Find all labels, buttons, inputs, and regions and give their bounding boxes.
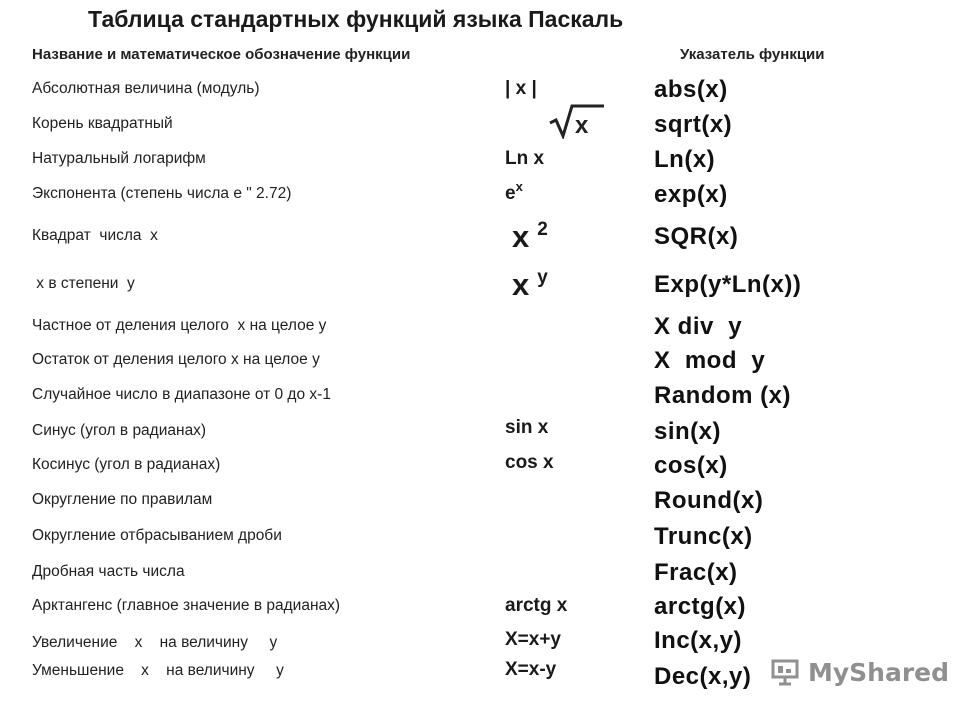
math-base: x <box>512 267 530 302</box>
row-description: Округление отбрасыванием дроби <box>32 527 282 544</box>
row-description: Арктангенс (главное значение в радианах) <box>32 597 341 614</box>
row-description: Частное от деления целого х на целое у <box>32 317 327 334</box>
row-description: Квадрат числа х <box>32 227 158 244</box>
row-function-name: Trunc(x) <box>654 523 753 550</box>
row-function-name: Inc(x,y) <box>654 627 743 654</box>
row-description: Косинус (угол в радианах) <box>32 456 221 473</box>
table-row <box>0 219 960 254</box>
row-function-name: abs(x) <box>654 76 728 103</box>
math-superscript: 2 <box>537 219 548 240</box>
row-function-name: Round(x) <box>654 487 764 514</box>
row-description: Экспонента (степень числа е " 2.72) <box>32 185 292 202</box>
row-function-name: arctg(x) <box>654 593 747 620</box>
column-header-name: Название и математическое обозначение функции <box>32 46 411 63</box>
table-row <box>0 347 960 374</box>
table-row <box>0 593 960 620</box>
math-base: e <box>505 183 516 204</box>
row-function-name: sin(x) <box>654 418 722 445</box>
table-row <box>0 382 960 409</box>
row-function-name: X div y <box>654 313 743 340</box>
math-superscript: y <box>537 267 548 288</box>
row-function-name: Random (x) <box>654 382 791 409</box>
row-description: Абсолютная величина (модуль) <box>32 80 260 97</box>
row-function-name: sqrt(x) <box>654 111 733 138</box>
row-math-notation: X=x-y <box>505 659 557 680</box>
row-function-name: exp(x) <box>654 181 728 208</box>
row-function-name: SQR(x) <box>654 223 739 250</box>
column-header-pointer: Указатель функции <box>680 46 825 63</box>
table-row <box>0 111 960 139</box>
row-math-notation <box>512 219 548 255</box>
page-title: Таблица стандартных функций языка Паскаль <box>88 6 624 32</box>
table-row <box>0 627 960 654</box>
row-description: Уменьшение х на величину у <box>32 662 284 679</box>
row-description: Округление по правилам <box>32 491 213 508</box>
row-function-name: Frac(x) <box>654 559 738 586</box>
svg-text:x: x <box>575 112 589 139</box>
row-function-name: Ln(x) <box>654 146 716 173</box>
table-row <box>0 76 960 103</box>
row-math-notation: cos x <box>505 452 554 473</box>
watermark-text: MyShared <box>808 657 950 687</box>
math-base: x <box>512 219 530 254</box>
table-row <box>0 267 960 302</box>
row-math-notation: Ln x <box>505 148 545 169</box>
row-description: Случайное число в диапазоне от 0 до х-1 <box>32 386 331 403</box>
row-math-notation: | x | <box>505 78 537 99</box>
row-math-notation: X=x+y <box>505 629 561 650</box>
math-superscript: x <box>515 179 523 194</box>
row-function-name: Dec(x,y) <box>654 663 752 690</box>
table-row <box>0 417 960 445</box>
row-description: Дробная часть числа <box>32 563 185 580</box>
row-math-notation: arctg x <box>505 595 568 616</box>
row-math-notation <box>512 267 548 303</box>
table-row <box>0 523 960 550</box>
row-function-name: cos(x) <box>654 452 728 479</box>
row-description: Корень квадратный <box>32 115 173 132</box>
table-row <box>0 313 960 340</box>
row-description: Синус (угол в радианах) <box>32 422 207 439</box>
row-description: Остаток от деления целого х на целое у <box>32 351 320 368</box>
row-description: Натуральный логарифм <box>32 150 206 167</box>
row-math-notation: sin x <box>505 417 549 438</box>
table-row <box>0 179 960 208</box>
row-function-name: Exp(y*Ln(x)) <box>654 271 802 298</box>
row-math-notation <box>505 179 523 205</box>
table-row <box>0 452 960 479</box>
row-description: Увеличение х на величину у <box>32 634 278 651</box>
table-row <box>0 559 960 586</box>
square-root-symbol <box>548 103 606 139</box>
table-row <box>0 487 960 514</box>
table-row <box>0 146 960 173</box>
presentation-board-icon <box>770 657 800 687</box>
watermark <box>770 657 949 687</box>
row-function-name: X mod y <box>654 347 766 374</box>
row-description: х в степени у <box>32 275 135 292</box>
